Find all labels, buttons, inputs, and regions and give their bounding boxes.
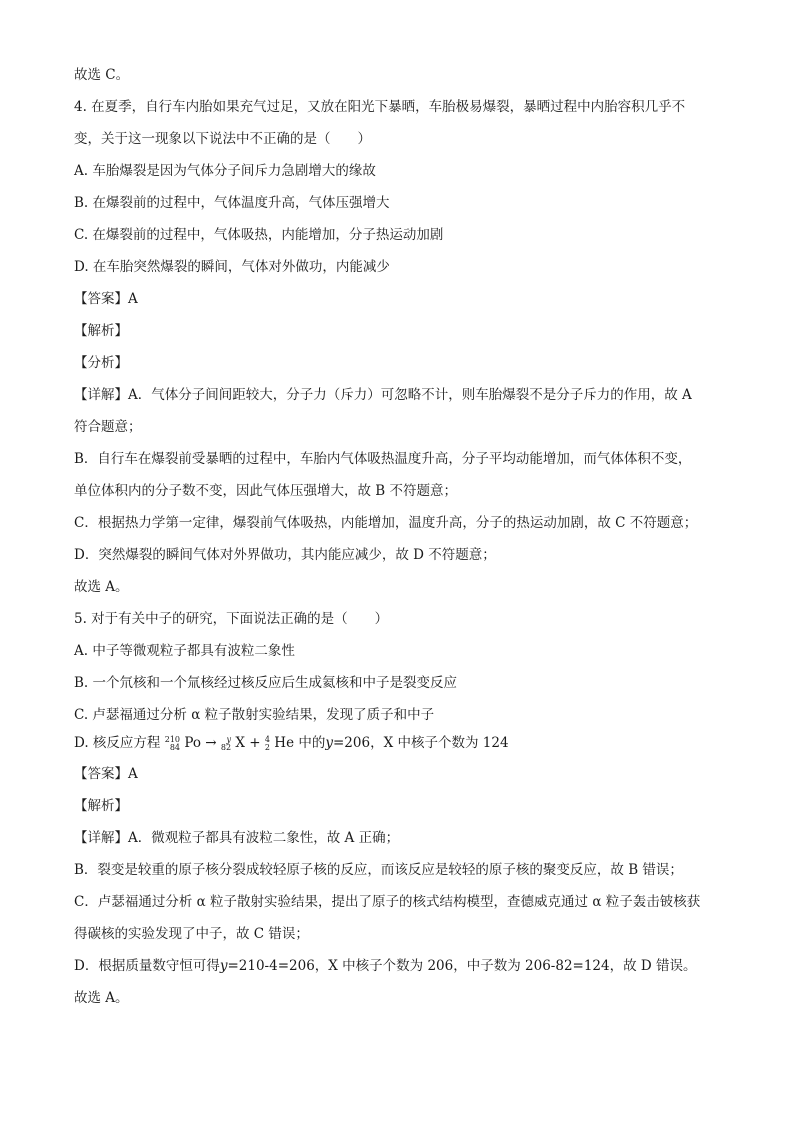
answer-label-2: 【答案】A — [74, 766, 138, 782]
equation-prefix: D. 核反应方程 — [74, 735, 161, 751]
detail2-d — [74, 956, 734, 976]
detail2-c: C．卢瑟福通过分析 α 粒子散射实验结果，提出了原子的核式结构模型，查德威克通过 α 粒子轰击铍核获 — [74, 894, 701, 910]
q5-option-c: C. 卢瑟福通过分析 α 粒子散射实验结果，发现了质子和中子 — [74, 707, 435, 723]
detail2-c-cont: 得碳核的实验发现了中子，故 C 错误； — [74, 926, 309, 942]
detail-a-cont: 符合题意； — [74, 419, 142, 435]
conclusion: 故选 A。 — [74, 579, 129, 595]
detail-c: C．根据热力学第一定律，爆裂前气体吸热，内能增加，温度升高，分子的热运动加剧，故 C 不符题意； — [74, 515, 698, 531]
q5-option-d — [74, 731, 734, 755]
plus-symbol: + — [249, 735, 261, 751]
x-mass: y — [226, 734, 232, 744]
question-4-stem-cont: 变，关于这一现象以下说法中不正确的是（ ） — [74, 131, 371, 147]
y-variable-2: y — [219, 958, 228, 974]
po-symbol: Po — [184, 735, 201, 751]
detail-d: D．突然爆裂的瞬间气体对外界做功，其内能应减少，故 D 不符题意； — [74, 547, 496, 563]
analysis-sub-label: 【分析】 — [74, 355, 128, 371]
arrow-symbol: → — [205, 735, 217, 751]
detail2-a: 【详解】A．微观粒子都具有波粒二象性，故 A 正确； — [74, 830, 400, 846]
x-symbol: X — [235, 735, 245, 751]
question-4-stem: 4. 在夏季，自行车内胎如果充气过足，又放在阳光下暴晒，车胎极易爆裂，暴晒过程中内胎容积几乎不 — [74, 99, 686, 115]
conclusion-2: 故选 A。 — [74, 990, 129, 1006]
he-mass: 4 — [264, 734, 270, 744]
q5-option-b: B. 一个氘核和一个氚核经过核反应后生成氦核和中子是裂变反应 — [74, 675, 458, 691]
he-indices — [265, 736, 270, 752]
equation-suffix-a: 中的 — [298, 735, 326, 751]
detail-b-cont: 单位体积内的分子数不变，因此气体压强增大，故 B 不符题意； — [74, 483, 458, 499]
po-indices — [165, 736, 180, 752]
detail2-b: B．裂变是较重的原子核分裂成较轻原子核的反应，而该反应是较轻的原子核的聚变反应，故 B 错误； — [74, 862, 683, 878]
option-a: A. 车胎爆裂是因为气体分子间斥力急剧增大的缘故 — [74, 163, 376, 179]
option-b: B. 在爆裂前的过程中，气体温度升高，气体压强增大 — [74, 195, 390, 211]
analysis-label: 【解析】 — [74, 323, 128, 339]
question-5-stem: 5. 对于有关中子的研究，下面说法正确的是（ ） — [74, 611, 389, 627]
he-atomic: 2 — [264, 742, 270, 752]
detail2-d-prefix: D．根据质量数守恒可得 — [74, 958, 220, 974]
po-mass: 210 — [164, 734, 181, 744]
po-atomic: 84 — [169, 742, 181, 752]
text-line: 故选 C。 — [74, 67, 130, 83]
he-symbol: He — [274, 735, 295, 751]
option-c: C. 在爆裂前的过程中，气体吸热，内能增加，分子热运动加剧 — [74, 227, 444, 243]
option-d: D. 在车胎突然爆裂的瞬间，气体对外做功，内能减少 — [74, 259, 390, 275]
answer-label: 【答案】A — [74, 291, 138, 307]
detail-a: 【详解】A．气体分子间间距较大，分子力（斥力）可忽略不计，则车胎爆裂不是分子斥力的作用，故 A — [74, 387, 692, 403]
x-atomic: 82 — [220, 742, 232, 752]
y-variable: y — [325, 735, 333, 751]
detail2-d-suffix: =210-4=206，X 中核子个数为 206，中子数为 206-82=124，故 D 错误。 — [227, 958, 697, 974]
analysis-label-2: 【解析】 — [74, 798, 128, 814]
q5-option-a: A. 中子等微观粒子都具有波粒二象性 — [74, 643, 295, 659]
x-indices — [221, 736, 231, 752]
detail-b: B．自行车在爆裂前受暴晒的过程中，车胎内气体吸热温度升高，分子平均动能增加，而气体体积不变， — [74, 451, 692, 467]
equation-suffix-b: =206，X 中核子个数为 124 — [333, 735, 509, 751]
